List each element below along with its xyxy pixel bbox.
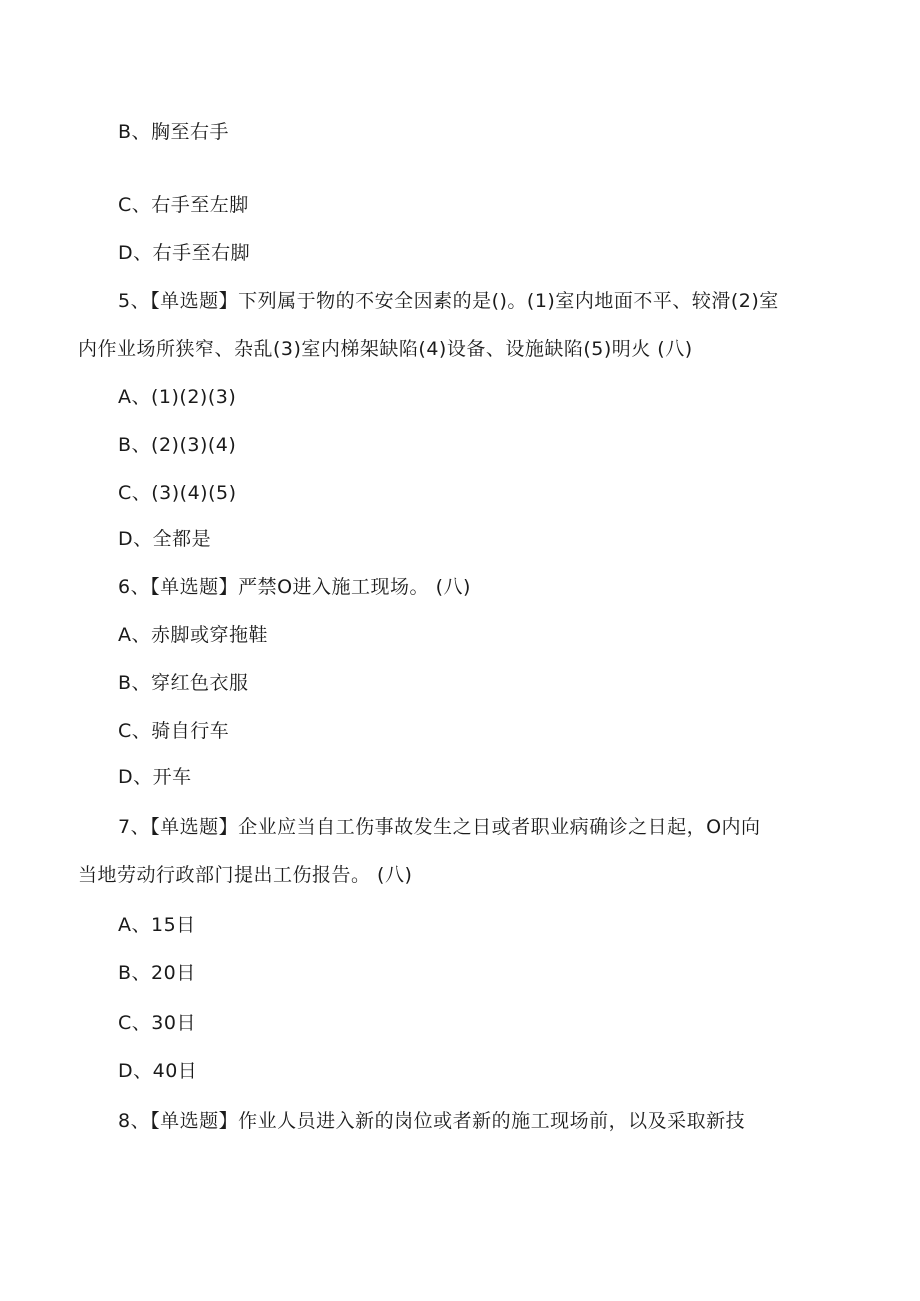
question-7-text: 7、【单选题】企业应当自工伤事故发生之日或者职业病确诊之日起，O内向 [118, 816, 761, 838]
option-b-q7: B、20日 [118, 962, 196, 984]
option-d-q5: D、全都是 [118, 528, 212, 550]
option-b-q4: B、胸至右手 [118, 121, 230, 143]
option-b-q6: B、穿红色衣服 [118, 672, 249, 694]
option-d-q7: D、40日 [118, 1060, 198, 1082]
option-c-q6: C、骑自行车 [118, 720, 230, 742]
option-a-q7: A、15日 [118, 914, 196, 936]
question-5-text: 5、【单选题】下列属于物的不安全因素的是()。(1)室内地面不平、较滑(2)室 [118, 290, 779, 312]
option-c-q4: C、右手至左脚 [118, 194, 249, 216]
option-d-q6: D、开车 [118, 766, 192, 788]
option-a-q6: A、赤脚或穿拖鞋 [118, 624, 268, 646]
question-5-text-cont: 内作业场所狭窄、杂乱(3)室内梯架缺陷(4)设备、设施缺陷(5)明火 (八) [78, 338, 693, 360]
option-b-q5: B、(2)(3)(4) [118, 434, 237, 456]
option-a-q5: A、(1)(2)(3) [118, 386, 237, 408]
option-c-q5: C、(3)(4)(5) [118, 482, 237, 504]
option-c-q7: C、30日 [118, 1012, 196, 1034]
question-8-text: 8、【单选题】作业人员进入新的岗位或者新的施工现场前，以及采取新技 [118, 1110, 746, 1132]
question-7-text-cont: 当地劳动行政部门提出工伤报告。 (八) [78, 864, 413, 886]
question-6-text: 6、【单选题】严禁O进入施工现场。 (八) [118, 576, 471, 598]
option-d-q4: D、右手至右脚 [118, 242, 251, 264]
